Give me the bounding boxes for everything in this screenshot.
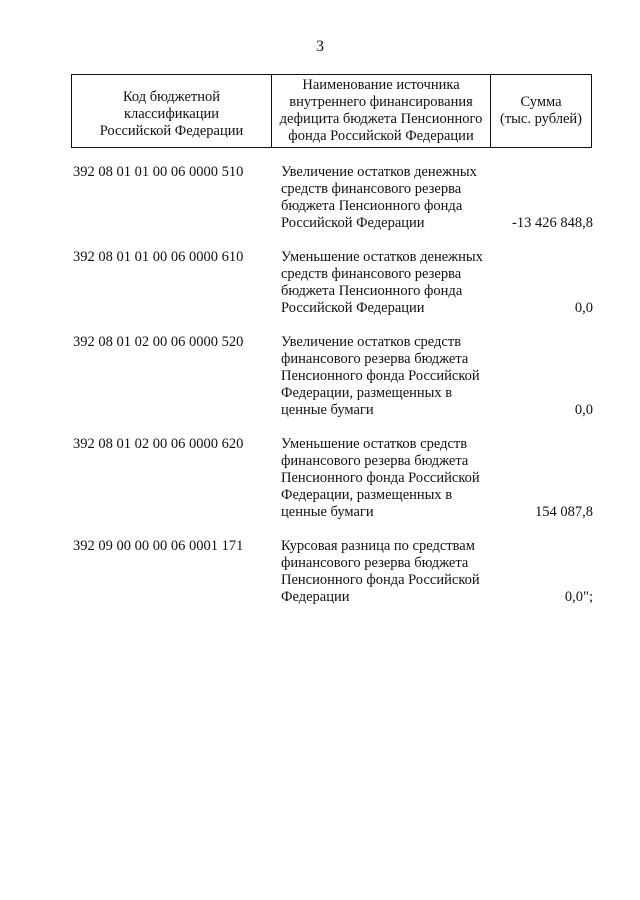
row-code: 392 08 01 02 00 06 0000 620 bbox=[73, 436, 244, 452]
row-name: Увеличение остатков средств финансового резерва бюджета Пенсионного фонда Российской Федерации, размещенных в ценные бумаги bbox=[281, 334, 480, 418]
table-header bbox=[71, 74, 592, 148]
table-row bbox=[73, 436, 593, 521]
row-code: 392 08 01 02 00 06 0000 520 bbox=[73, 334, 244, 350]
row-code: 392 08 01 01 00 06 0000 610 bbox=[73, 249, 244, 265]
row-name: Увеличение остатков денежных средств финансового резерва бюджета Пенсионного фонда Российской Федерации bbox=[281, 164, 477, 231]
table-row bbox=[73, 249, 593, 317]
row-name: Курсовая разница по средствам финансового резерва бюджета Пенсионного фонда Российской Федерации bbox=[281, 538, 480, 605]
row-sum: 0,0 bbox=[574, 300, 593, 316]
row-sum: 0,0 bbox=[574, 402, 593, 418]
row-code: 392 08 01 01 00 06 0000 510 bbox=[73, 164, 244, 180]
header-code: Код бюджетной классификации Российской Федерации bbox=[72, 75, 272, 147]
row-sum: -13 426 848,8 bbox=[512, 215, 593, 231]
row-sum: 154 087,8 bbox=[535, 504, 593, 520]
table-row bbox=[73, 334, 593, 419]
header-sum: Сумма (тыс. рублей) bbox=[500, 94, 582, 127]
row-name: Уменьшение остатков денежных средств финансового резерва бюджета Пенсионного фонда Российской Федерации bbox=[281, 249, 483, 316]
table-row bbox=[73, 538, 593, 606]
row-code: 392 09 00 00 00 06 0001 171 bbox=[73, 538, 244, 554]
row-name: Уменьшение остатков средств финансового резерва бюджета Пенсионного фонда Российской Федерации, размещенных в ценные бумаги bbox=[281, 436, 480, 520]
header-name: Наименование источника внутреннего финансирования дефицита бюджета Пенсионного фонда Российской Федерации bbox=[272, 75, 491, 147]
row-sum: 0,0"; bbox=[564, 589, 593, 605]
table-body bbox=[73, 164, 593, 623]
table-row bbox=[73, 164, 593, 232]
page-number: 3 bbox=[316, 38, 324, 55]
